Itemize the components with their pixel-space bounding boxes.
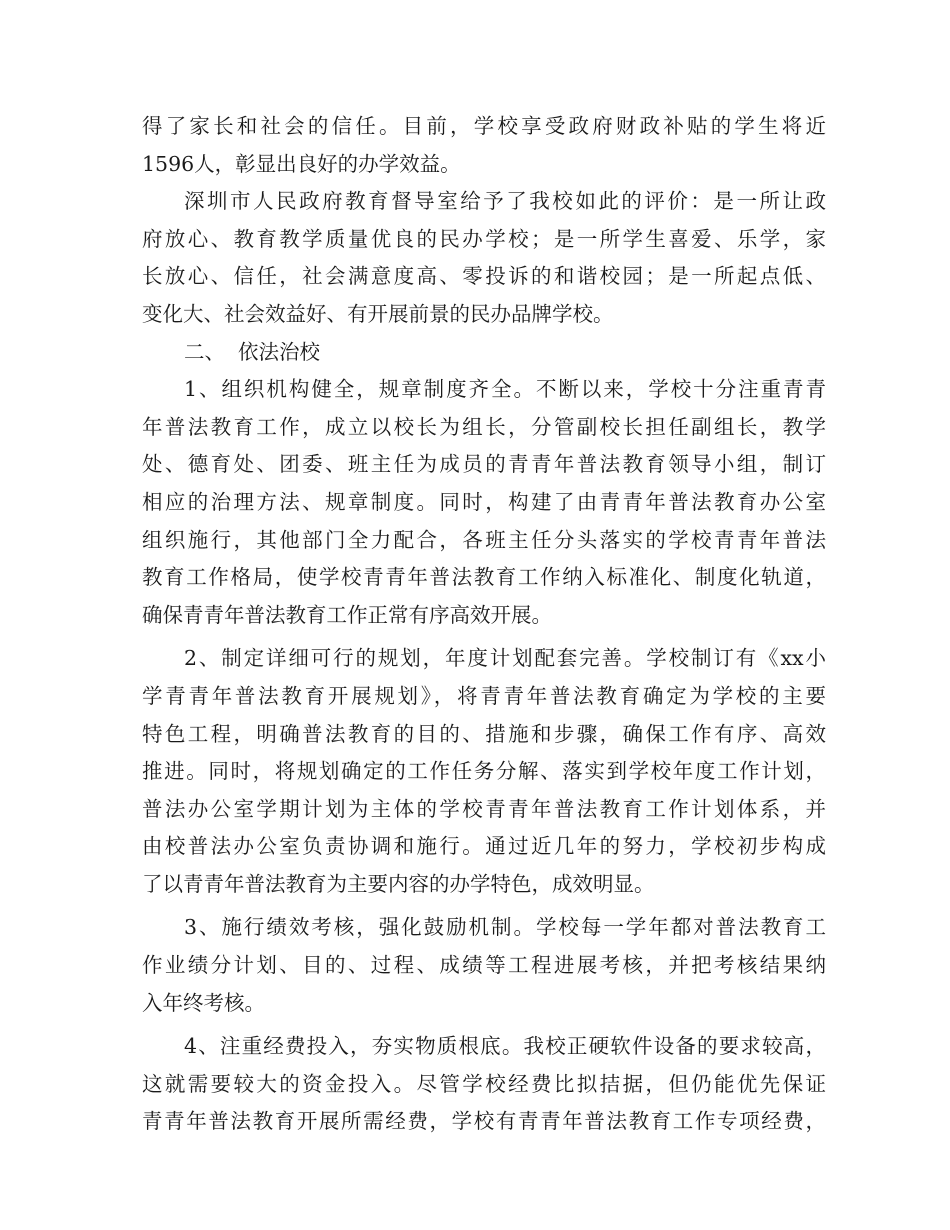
text-line: 1、组织机构健全，规章制度齐全。不断以来，学校十分注重青青: [184, 377, 826, 402]
text-line: 变化大、社会效益好、有开展前景的民办品牌学校。: [142, 301, 614, 326]
document-body: [142, 108, 826, 1141]
section-heading-rule-of-law: [142, 334, 826, 372]
text-line: 得了家长和社会的信任。目前，学校享受政府财政补贴的学生将近: [142, 114, 826, 138]
paragraph-funding: [142, 1028, 826, 1141]
section-heading: 二、 依法治校: [184, 339, 321, 364]
text-line: 处、德育处、团委、班主任为成员的青青年普法教育领导小组，制订: [142, 452, 826, 477]
text-line: 入年终考核。: [142, 990, 265, 1015]
text-line: 2、制定详细可行的规划，年度计划配套完善。学校制订有《xx小: [184, 646, 826, 671]
paragraph-planning: [142, 640, 826, 903]
text-line: 年普法教育工作，成立以校长为组长，分管副校长担任副组长，教学: [142, 414, 826, 439]
text-line: 了以青青年普法教育为主要内容的办学特色，成效明显。: [142, 871, 655, 896]
text-line: 青青年普法教育开展所需经费，学校有青青年普法教育工作专项经费，: [142, 1109, 826, 1134]
paragraph-assessment: [142, 909, 826, 1022]
paragraph-organization: [142, 371, 826, 634]
text-line: 学青青年普法教育开展规划》，将青青年普法教育确定为学校的主要: [142, 683, 826, 708]
text-line: 普法办公室学期计划为主体的学校青青年普法教育工作计划体系，并: [142, 796, 826, 821]
text-line: 教育工作格局，使学校青青年普法教育工作纳入标准化、制度化轨道，: [142, 565, 826, 590]
text-line: 特色工程，明确普法教育的目的、措施和步骤，确保工作有序、高效: [142, 721, 826, 746]
text-line: 由校普法办公室负责协调和施行。通过近几年的努力，学校初步构成: [142, 834, 826, 859]
text-line: 确保青青年普法教育工作正常有序高效开展。: [142, 602, 552, 627]
text-line: 3、施行绩效考核，强化鼓励机制。学校每一学年都对普法教育工: [184, 915, 826, 940]
text-line: 4、注重经费投入，夯实物质根底。我校正硬软件设备的要求较高，: [184, 1034, 826, 1059]
text-line: 1596人，彰显出良好的办学效益。: [142, 151, 461, 176]
text-line: 深圳市人民政府教育督导室给予了我校如此的评价：是一所让政: [184, 189, 826, 214]
text-line: 府放心、教育教学质量优良的民办学校；是一所学生喜爱、乐学，家: [142, 226, 826, 251]
text-line: 长放心、信任，社会满意度高、零投诉的和谐校园；是一所起点低、: [142, 264, 826, 289]
text-line: 推进。同时，将规划确定的工作任务分解、落实到学校年度工作计划，: [142, 759, 826, 784]
paragraph-evaluation: [142, 183, 826, 333]
text-line: 这就需要较大的资金投入。尽管学校经费比拟拮据，但仍能优先保证: [142, 1071, 826, 1096]
text-line: 作业绩分计划、目的、过程、成绩等工程进展考核，并把考核结果纳: [142, 953, 826, 978]
text-line: 相应的治理方法、规章制度。同时，构建了由青青年普法教育办公室: [142, 489, 826, 514]
text-line: 组织施行，其他部门全力配合，各班主任分头落实的学校青青年普法: [142, 527, 826, 552]
paragraph-enrollment: [142, 108, 826, 183]
